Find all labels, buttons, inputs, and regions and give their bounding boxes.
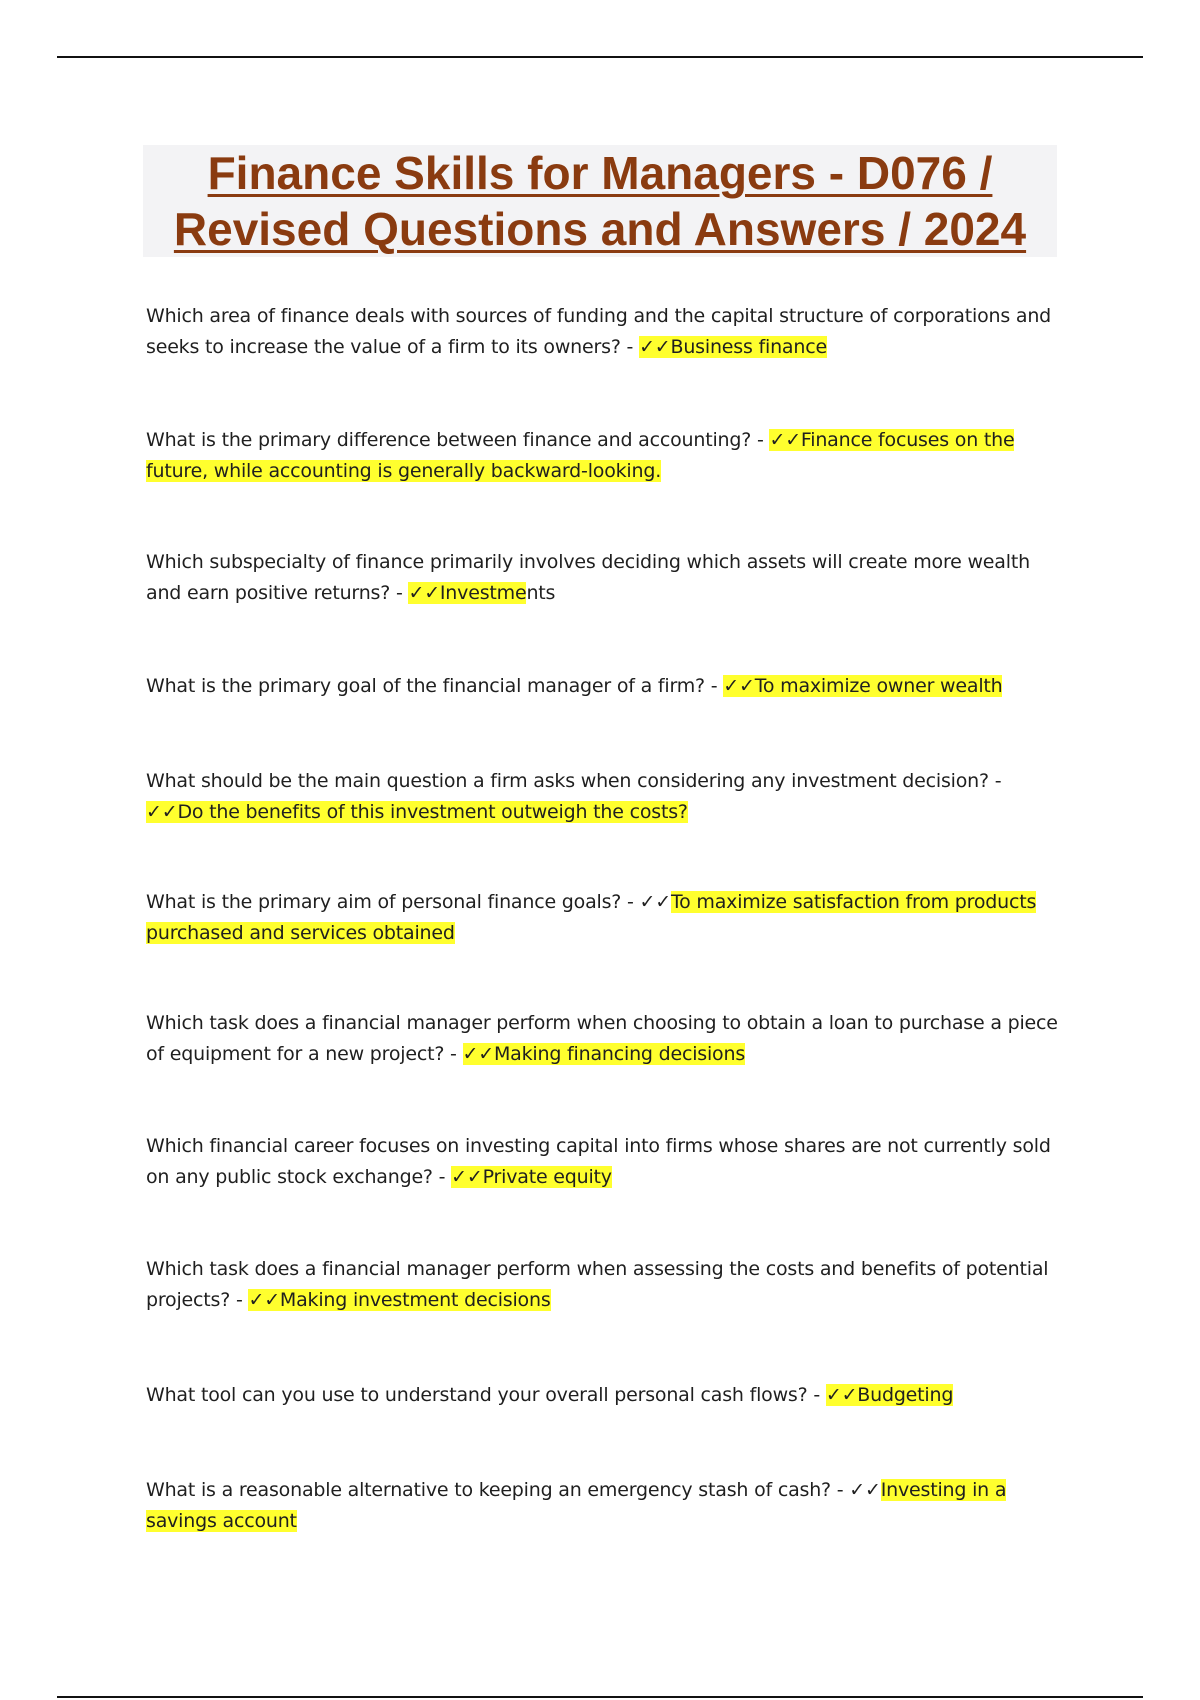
qa-item-10: [146, 1380, 1061, 1411]
title-line-2: Revised Questions and Answers / 2024: [173, 203, 1027, 255]
top-rule: [57, 56, 1143, 58]
title-line-1: Finance Skills for Managers - D076 /: [207, 147, 993, 199]
question-text: Which financial career focuses on investing capital into firms whose shares are not currently sold on any public stock exchange? -: [146, 1135, 1051, 1188]
qa-item-1: [146, 301, 1061, 363]
qa-item-7: [146, 1008, 1061, 1070]
question-text: What tool can you use to understand your overall personal cash flows? -: [146, 1384, 826, 1406]
answer-highlight: Investing in a savings account: [146, 1479, 1007, 1532]
qa-item-9: [146, 1254, 1061, 1316]
question-text: What is the primary difference between finance and accounting? -: [146, 429, 770, 451]
question-text: What is a reasonable alternative to keeping an emergency stash of cash? - ✓✓: [146, 1479, 881, 1501]
question-text: Which subspecialty of finance primarily involves deciding which assets will create more wealth and earn positive returns? -: [146, 551, 1030, 604]
answer-highlight: ✓✓Investme: [408, 582, 527, 604]
question-text: Which task does a financial manager perform when assessing the costs and benefits of potential projects? -: [146, 1258, 1049, 1311]
question-text: What is the primary goal of the financial manager of a firm? -: [146, 675, 724, 697]
answer-highlight: ✓✓Business finance: [639, 336, 827, 358]
qa-item-5: [146, 766, 1061, 828]
qa-item-6: [146, 887, 1061, 949]
qa-item-11: [146, 1475, 1061, 1537]
question-text: What should be the main question a firm asks when considering any investment decision? -: [146, 770, 1002, 792]
answer-highlight: ✓✓Do the benefits of this investment outweigh the costs?: [146, 801, 688, 823]
answer-highlight: ✓✓Making financing decisions: [462, 1043, 746, 1065]
answer-highlight: ✓✓Private equity: [451, 1166, 612, 1188]
question-text: Which area of finance deals with sources of funding and the capital structure of corporations and seeks to increase the value of a firm to its owners? -: [146, 305, 1052, 358]
answer-highlight: To maximize satisfaction from products purchased and services obtained: [146, 891, 1037, 944]
qa-item-8: [146, 1131, 1061, 1193]
qa-item-2: [146, 425, 1061, 487]
qa-item-3: [146, 547, 1061, 609]
qa-item-4: [146, 671, 1061, 702]
answer-tail: nts: [526, 582, 556, 604]
answer-highlight: ✓✓Making investment decisions: [248, 1289, 551, 1311]
bottom-rule: [57, 1696, 1143, 1698]
answer-highlight: ✓✓Finance focuses on the future, while accounting is generally backward-looking.: [146, 429, 1015, 482]
answer-highlight: ✓✓To maximize owner wealth: [723, 675, 1003, 697]
question-text: Which task does a financial manager perform when choosing to obtain a loan to purchase a piece of equipment for a new project? -: [146, 1012, 1058, 1065]
document-title: [143, 145, 1057, 257]
question-text: What is the primary aim of personal finance goals? - ✓✓: [146, 891, 671, 913]
answer-highlight: ✓✓Budgeting: [825, 1384, 954, 1406]
